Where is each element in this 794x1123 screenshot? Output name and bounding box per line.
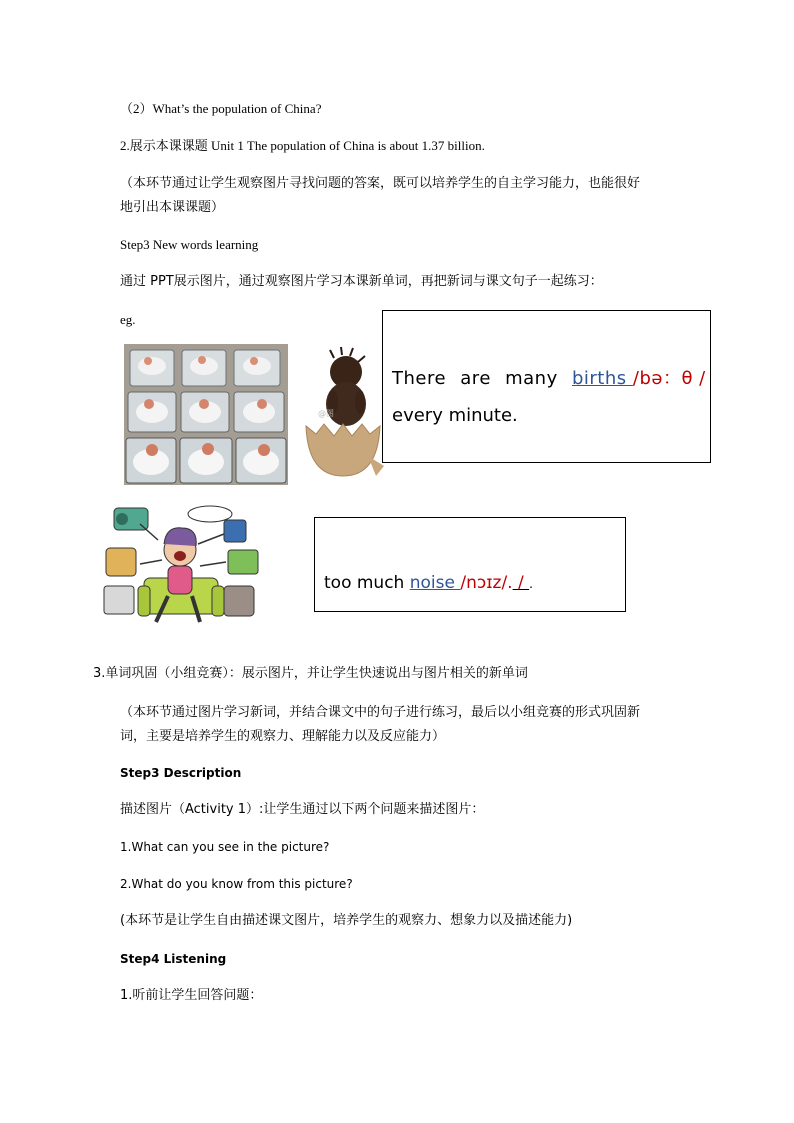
sentence-box-noise: [314, 517, 626, 612]
question-know: 2.What do you know from this picture?: [120, 877, 353, 891]
box1-line2: every minute.: [392, 405, 518, 426]
step3-new-words-heading: Step3 New words learning: [120, 237, 259, 252]
baby-eggshell-image: [298, 346, 384, 478]
note-1-line-a: （本环节通过让学生观察图片寻找问题的答案，既可以培养学生的自主学习能力，也能很好: [120, 176, 641, 191]
note-3: (本环节是让学生自由描述课文图片，培养学生的观察力、想象力以及描述能力): [120, 913, 573, 928]
word-noise: noise: [409, 573, 461, 593]
noise-cartoon-image: [100, 504, 262, 634]
note-1-line-b: 地引出本课课题）: [120, 200, 225, 215]
phonetic-noise: /nɔɪz/.: [460, 573, 513, 593]
step4-listening-heading: Step4 Listening: [120, 952, 227, 966]
box2-line: [324, 573, 533, 593]
watermark-text: @图: [318, 409, 334, 418]
box2-pre-text: too much: [324, 573, 410, 593]
newborn-babies-image: [124, 344, 288, 485]
answer-blank: /: [512, 573, 530, 593]
step3-description-heading: Step3 Description: [120, 766, 242, 780]
question-2: （2）What’s the population of China?: [120, 101, 322, 116]
sentence-box-births: [382, 310, 711, 463]
eg-label: eg.: [120, 312, 136, 327]
note-2-line-b: 词，主要是培养学生的观察力、理解能力以及反应能力）: [120, 729, 446, 744]
word-births: births: [571, 368, 633, 389]
note-2-line-a: （本环节通过图片学习新词，并结合课文中的句子进行练习，最后以小组竞赛的形式巩固新: [120, 705, 641, 720]
box1-pre-text: There are many: [392, 368, 572, 389]
box1-line1: [392, 364, 706, 390]
before-listening: 1.听前让学生回答问题：: [120, 988, 263, 1003]
question-see: 1.What can you see in the picture?: [120, 840, 330, 854]
describe-instruction: 描述图片（Activity 1）:让学生通过以下两个问题来描述图片：: [120, 802, 485, 817]
lesson-topic: 2.展示本课课题 Unit 1 The population of China is about 1.37 billion.: [120, 138, 485, 153]
word-consolidation: 3.单词巩固（小组竞赛）：展示图片，并让学生快速说出与图片相关的新单词: [93, 666, 528, 681]
phonetic-births: /bə：θ /: [632, 368, 706, 389]
box2-period: .: [529, 577, 533, 591]
ppt-intro: 通过 PPT展示图片，通过观察图片学习本课新单词，再把新词与课文句子一起练习：: [120, 274, 603, 289]
